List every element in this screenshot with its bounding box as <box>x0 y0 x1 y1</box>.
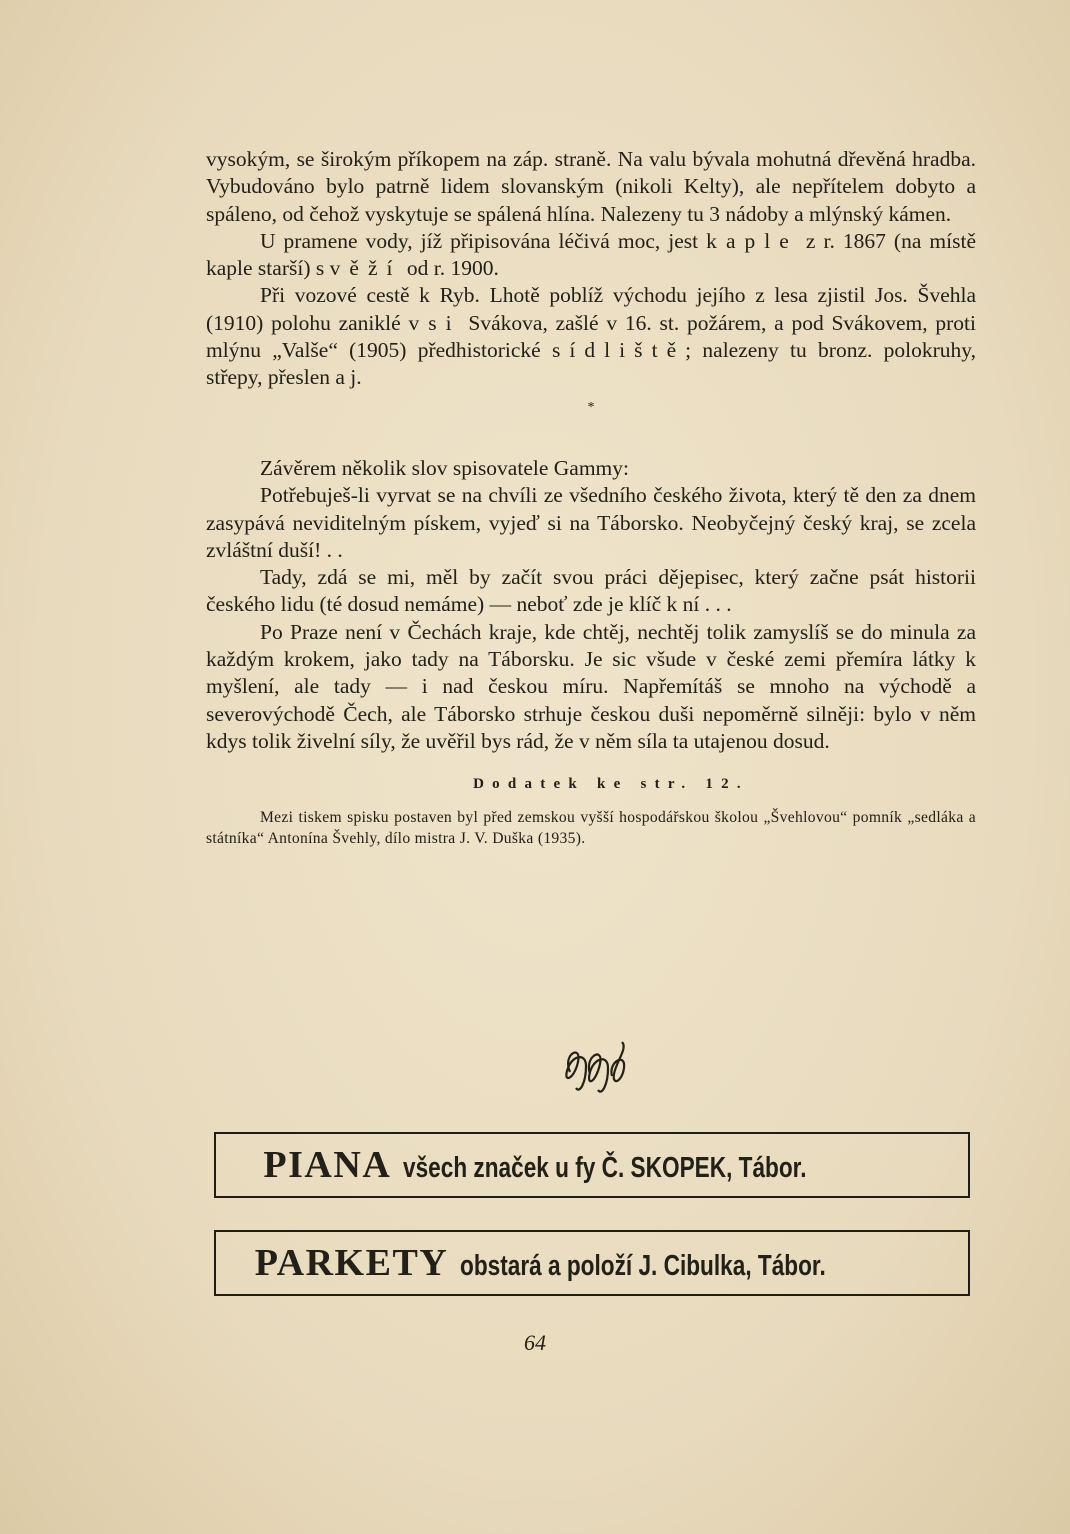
addendum-title: Dodatek ke str. 12. <box>473 776 749 793</box>
p2-text-a: U pramene vody, jíž připisována léčivá moc, jest <box>260 228 707 253</box>
section-asterisk: * <box>587 399 595 415</box>
p3-text-e: ; nalezeny tu bronz. polokruhy, střepy, přeslen a j. <box>206 338 977 390</box>
p2-text-c: z r. 1867 (na místě kaple starší) s <box>206 228 976 281</box>
ad-parkety-headline: PARKETY <box>254 1242 449 1284</box>
flourish-ornament-icon <box>556 1032 636 1102</box>
p3-spaced-sidliste: sídliště <box>551 338 686 363</box>
paragraph-2 <box>206 228 976 283</box>
p2-spaced-kaple: kaple <box>706 228 798 253</box>
p2-spaced-vezi: věží <box>329 256 402 281</box>
page-number: 64 <box>524 1330 546 1355</box>
paragraph-6: Tady, zdá se mi, měl by začít svou práci dějepisec, který začne psát historii českého lidu (té dosud nemáme) — neboť zde je klíč k ní . . . <box>206 565 976 617</box>
p3-text-a: Při vozové cestě k Ryb. Lhotě poblíž východu jejího z lesa zjistil Jos. Švehla (1910) polohu zaniklé <box>206 283 976 335</box>
addendum-text: Mezi tiskem spisku postaven byl před zemskou vyšší hospodářskou školou „Švehlovou“ pomník „sedláka a státníka“ Antonína Švehly, dílo mistra J. V. Duška (1935). <box>206 808 976 847</box>
advertisement-parkety <box>214 1230 970 1296</box>
paragraph-1: vysokým, se širokým příkopem na záp. straně. Na valu bývala mohutná dřevěná hradba. Vybudováno bylo patrně lidem slovanským (nikoli Kelty), ale nepřítelem dobyto a spáleno, od čehož vyskytuje se spálená hlína. Nalezeny tu 3 nádoby a mlýnský kámen. <box>206 147 976 226</box>
paragraph-5: Potřebuješ-li vyrvat se na chvíli ze všedního českého života, který tě den za dnem zasypává neviditelným pískem, vyjeď si na Táborsko. Neobyčejný český kraj, se zcela zvláštní duší! . . <box>206 483 976 562</box>
ad-piana-text: všech značek u fy Č. SKOPEK, Tábor. <box>403 1152 807 1184</box>
paragraph-7: Po Praze není v Čechách kraje, kde chtěj, nechtěj tolik zamyslíš se do minula za každým krokem, jako tady na Táborsku. Je sic všude v české zemi přemíra látky k myšlení, ale tady — i nad českou míru. Napřemítáš se mnoho na východě a severovýchodě Čech, ale Táborsko strhuje českou duši nepoměrně silněji: bylo v něm kdys tolik živelní síly, že uvěřil bys rád, že v něm síla ta utajenou dosud. <box>206 619 976 753</box>
p3-text-c: Svákova, zašlé v 16. st. požárem, a pod Svákovem, proti mlýnu „Valše“ (1905) předhistorické <box>206 310 976 363</box>
ad-parkety-text: obstará a položí J. Cibulka, Tábor. <box>460 1250 827 1282</box>
paragraph-4: Závěrem několik slov spisovatele Gammy: <box>260 455 629 480</box>
p2-text-e: od r. 1900. <box>401 256 499 281</box>
ad-piana-headline: PIANA <box>263 1144 392 1186</box>
paragraph-3 <box>206 282 976 391</box>
advertisement-piana <box>214 1132 970 1198</box>
main-text-column <box>206 146 976 849</box>
p3-spaced-vsi: vsi <box>408 310 461 335</box>
